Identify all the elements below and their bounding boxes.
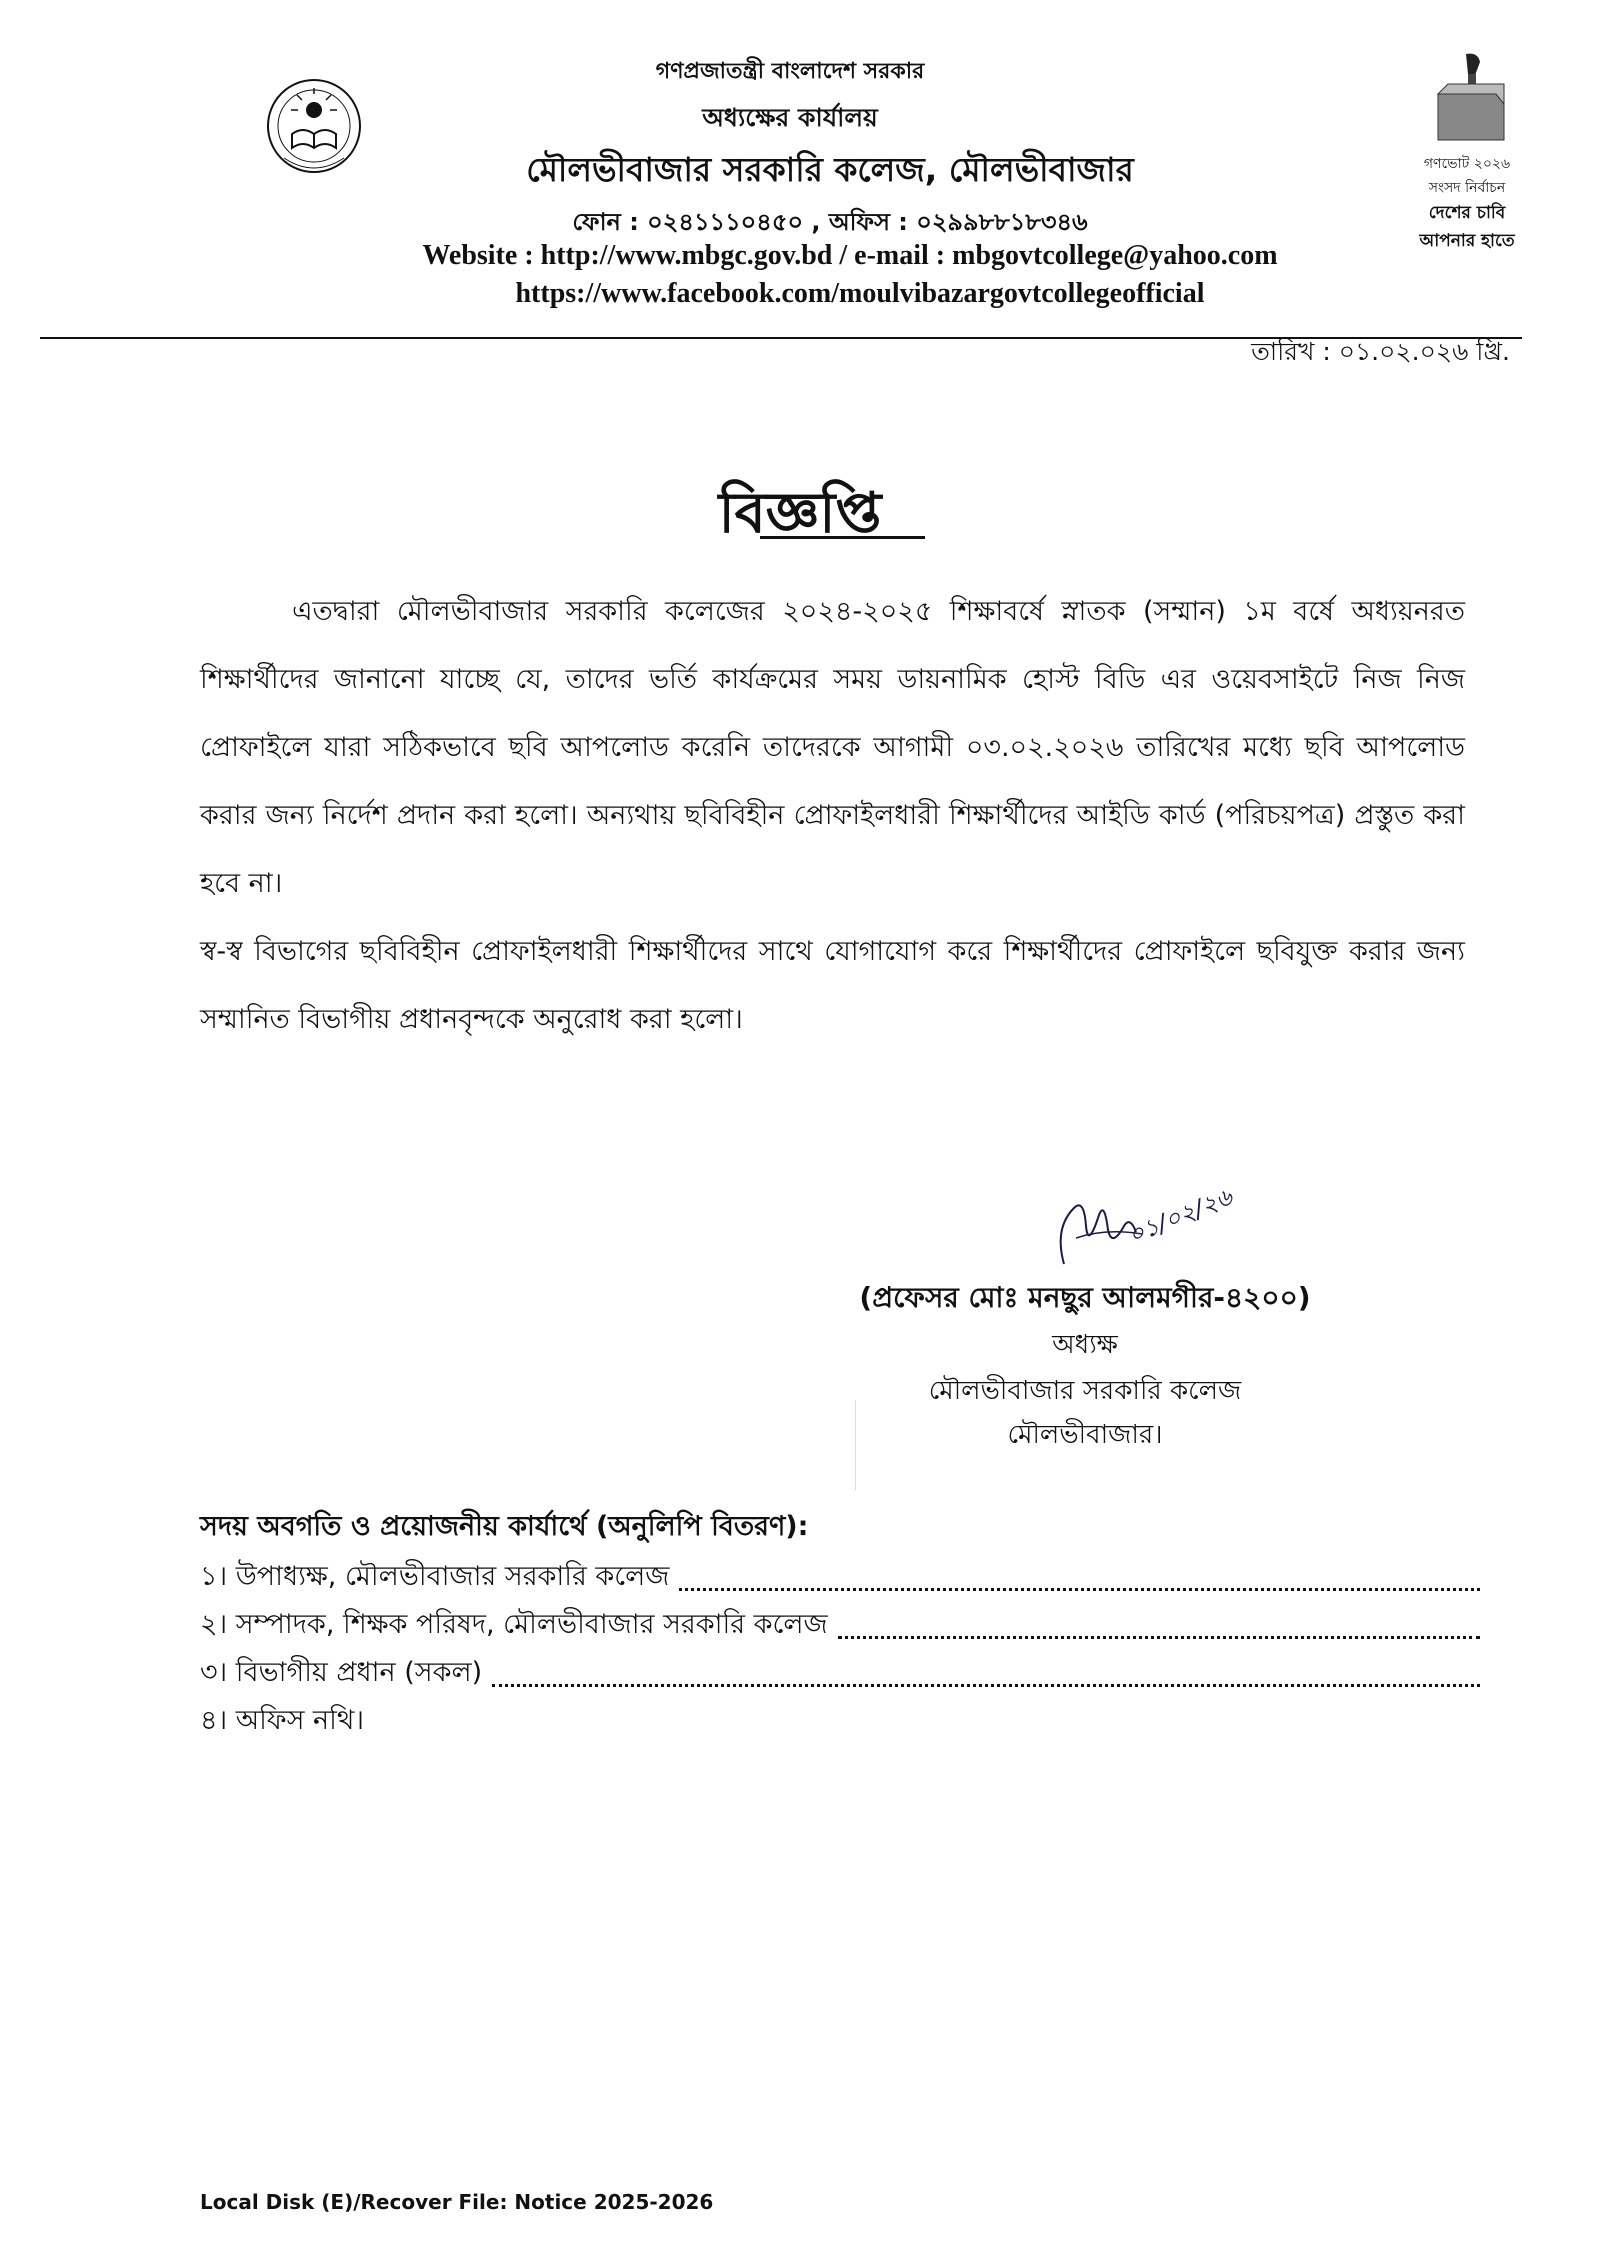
college-name: মৌলভীবাজার সরকারি কলেজ, মৌলভীবাজার <box>526 150 1134 189</box>
election-logo-line4: আপনার হাতে <box>1419 231 1515 251</box>
ballot-box-icon <box>1408 48 1526 144</box>
college-logo-icon <box>262 74 366 188</box>
notice-title: বিজ্ঞপ্তি <box>718 481 882 546</box>
notice-date: তারিখ : ০১.০২.০২৬ খ্রি. <box>1251 337 1510 366</box>
distribution-item-label: ৩। বিভাগীয় প্রধান (সকল) <box>200 1657 483 1688</box>
distribution-item <box>200 1652 1480 1697</box>
distribution-item <box>200 1556 1480 1601</box>
govt-heading: গণপ্রজাতন্ত্রী বাংলাদেশ সরকার <box>655 59 925 84</box>
phone-line: ফোন : ০২৪১১১০৪৫০ , অফিস : ০২৯৯৮৮১৮৩৪৬ <box>572 208 1088 236</box>
election-logo <box>1408 48 1526 251</box>
election-logo-line1: গণভোট ২০২৬ <box>1423 156 1511 172</box>
dotted-leader <box>679 1587 1480 1591</box>
distribution-item-label: ৪। অফিস নথি। <box>200 1705 364 1736</box>
election-logo-line2: সংসদ নির্বাচন <box>1428 180 1506 196</box>
signatory-organization: মৌলভীবাজার সরকারি কলেজ <box>928 1376 1242 1406</box>
distribution-item <box>200 1700 1480 1745</box>
distribution-item <box>200 1604 1480 1649</box>
website-email-line: Website : http://www.mbgc.gov.bd / e-mail : mbgovtcollege@yahoo.com <box>422 240 1278 271</box>
file-path-footer: Local Disk (E)/Recover File: Notice 2025-2026 <box>200 2190 714 2214</box>
signatory-designation: অধ্যক্ষ <box>1052 1330 1118 1360</box>
signatory-place: মৌলভীবাজার। <box>1007 1420 1163 1450</box>
signatory-name: (প্রফেসর মোঃ মনছুর আলমগীর-৪২০০) <box>859 1281 1311 1314</box>
dotted-leader <box>838 1635 1480 1639</box>
body-paragraph-1: এতদ্বারা মৌলভীবাজার সরকারি কলেজের ২০২৪-২০২৫ শিক্ষাবর্ষে স্নাতক (সম্মান) ১ম বর্ষে অধ্যয়নরত শিক্ষার্থীদের জানানো যাচ্ছে যে, তাদের ভর্তি কার্যক্রমের সময় ডায়নামিক হোস্ট বিডি এর ওয়েবসাইটে নিজ নিজ প্রোফাইলে যারা সঠিকভাবে ছবি আপলোড করেনি তাদেরকে আগামী ০৩.০২.২০২৬ তারিখের মধ্যে ছবি আপলোড করার জন্য নির্দেশ প্রদান করা হলো। অন্যথায় ছবিবিহীন প্রোফাইলধারী শিক্ষার্থীদের আইডি কার্ড (পরিচয়পত্র) প্রস্তুত করা হবে না। <box>200 596 1465 899</box>
facebook-link: https://www.facebook.com/moulvibazargovtcollegeofficial <box>515 278 1205 309</box>
signature-date: ০১/০২/২৬ <box>1124 1182 1237 1250</box>
distribution-heading: সদয় অবগতি ও প্রয়োজনীয় কার্যার্থে (অনুলিপি বিতরণ): <box>200 1511 809 1542</box>
body-paragraph-2: স্ব-স্ব বিভাগের ছবিবিহীন প্রোফাইলধারী শিক্ষার্থীদের সাথে যোগাযোগ করে শিক্ষার্থীদের প্রোফাইলে ছবিযুক্ত করার জন্য সম্মানিত বিভাগীয় প্রধানবৃন্দকে অনুরোধ করা হলো। <box>200 936 1465 1035</box>
office-heading: অধ্যক্ষের কার্যালয় <box>702 103 878 132</box>
election-logo-line3: দেশের চাবি <box>1428 203 1506 223</box>
distribution-item-label: ২। সম্পাদক, শিক্ষক পরিষদ, মৌলভীবাজার সরকারি কলেজ <box>200 1609 828 1640</box>
distribution-item-label: ১। উপাধ্যক্ষ, মৌলভীবাজার সরকারি কলেজ <box>200 1561 670 1592</box>
title-underline <box>760 536 925 539</box>
signature <box>1046 1168 1256 1288</box>
dotted-leader <box>492 1683 1480 1687</box>
